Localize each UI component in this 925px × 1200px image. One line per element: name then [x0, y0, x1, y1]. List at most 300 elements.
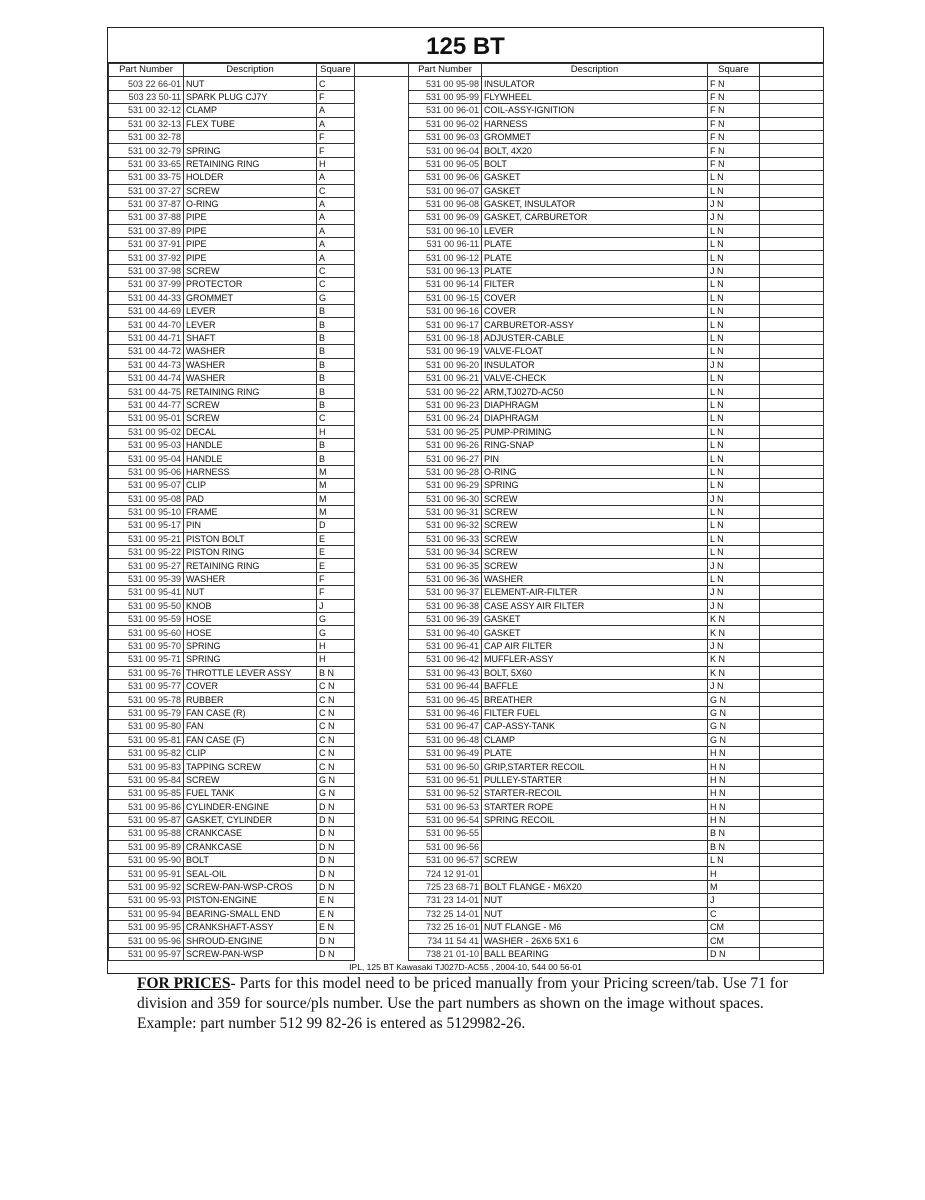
part-number: 531 00 96-45	[409, 693, 482, 706]
part-number: 531 00 95-59	[109, 613, 184, 626]
square: C N	[317, 706, 355, 719]
square: C N	[317, 720, 355, 733]
square: L N	[708, 854, 760, 867]
part-number: 531 00 96-44	[409, 679, 482, 692]
description: FUEL TANK	[184, 787, 317, 800]
part-number: 531 00 95-76	[109, 666, 184, 679]
description: SCREW	[482, 854, 708, 867]
table-row	[109, 358, 824, 371]
square: K N	[708, 613, 760, 626]
description: GROMMET	[482, 130, 708, 143]
square: L N	[708, 291, 760, 304]
column-gap	[355, 693, 409, 706]
part-number: 531 00 37-91	[109, 238, 184, 251]
square: C	[708, 907, 760, 920]
description: ARM,TJ027D-AC50	[482, 385, 708, 398]
part-number: 531 00 95-79	[109, 706, 184, 719]
square: A	[317, 211, 355, 224]
column-gap	[760, 813, 824, 826]
column-gap	[760, 90, 824, 103]
description: ADJUSTER-CABLE	[482, 331, 708, 344]
square: A	[317, 251, 355, 264]
square: H	[708, 867, 760, 880]
square: L N	[708, 318, 760, 331]
column-gap	[760, 291, 824, 304]
square: B N	[317, 666, 355, 679]
description: SCREW	[184, 398, 317, 411]
square: L N	[708, 519, 760, 532]
description: FILTER FUEL	[482, 706, 708, 719]
square: D N	[317, 934, 355, 947]
part-number: 531 00 95-83	[109, 760, 184, 773]
column-gap	[760, 264, 824, 277]
description: FILTER	[482, 278, 708, 291]
description: CLAMP	[184, 104, 317, 117]
description: VALVE-CHECK	[482, 371, 708, 384]
square: B	[317, 345, 355, 358]
description: SCREW	[482, 546, 708, 559]
description: STARTER-RECOIL	[482, 787, 708, 800]
column-gap	[355, 613, 409, 626]
part-number: 531 00 96-54	[409, 813, 482, 826]
table-row	[109, 746, 824, 759]
square: G N	[708, 720, 760, 733]
square: J N	[708, 586, 760, 599]
table-row	[109, 693, 824, 706]
description: PISTON BOLT	[184, 532, 317, 545]
part-number: 531 00 95-82	[109, 746, 184, 759]
pricing-text: - Parts for this model need to be priced manually from your Pricing screen/tab. Use 71 for division and 359 for source/pls number. Use the part numbers as shown on the image without spaces. Example: part number 512 99 82-26 is entered as 5129982-26.	[137, 975, 788, 1032]
column-gap	[355, 264, 409, 277]
part-number: 531 00 96-49	[409, 746, 482, 759]
description: BAFFLE	[482, 679, 708, 692]
table-row	[109, 452, 824, 465]
part-number: 531 00 37-99	[109, 278, 184, 291]
column-gap	[355, 144, 409, 157]
table-row	[109, 934, 824, 947]
description: WASHER	[184, 572, 317, 585]
part-number: 531 00 37-87	[109, 197, 184, 210]
part-number: 531 00 96-28	[409, 465, 482, 478]
square: F	[317, 586, 355, 599]
column-gap	[355, 840, 409, 853]
part-number: 531 00 95-81	[109, 733, 184, 746]
column-gap	[355, 278, 409, 291]
column-gap	[355, 813, 409, 826]
square: E N	[317, 921, 355, 934]
description: RUBBER	[184, 693, 317, 706]
column-gap	[760, 760, 824, 773]
square: H	[317, 653, 355, 666]
part-number: 531 00 44-70	[109, 318, 184, 331]
square: F N	[708, 90, 760, 103]
square: G	[317, 626, 355, 639]
column-gap	[760, 331, 824, 344]
column-gap	[760, 639, 824, 652]
part-number: 531 00 95-04	[109, 452, 184, 465]
part-number: 531 00 96-22	[409, 385, 482, 398]
column-gap	[760, 894, 824, 907]
table-row	[109, 117, 824, 130]
description: GASKET	[482, 613, 708, 626]
description: RETAINING RING	[184, 559, 317, 572]
part-number: 531 00 95-94	[109, 907, 184, 920]
column-gap	[760, 412, 824, 425]
column-gap	[760, 104, 824, 117]
square: F N	[708, 144, 760, 157]
description: SCREW	[184, 184, 317, 197]
description: PAD	[184, 492, 317, 505]
description: SEAL-OIL	[184, 867, 317, 880]
square: F N	[708, 104, 760, 117]
part-number: 531 00 44-77	[109, 398, 184, 411]
description: GASKET	[482, 171, 708, 184]
description: LEVER	[482, 224, 708, 237]
description: FAN CASE (R)	[184, 706, 317, 719]
column-gap	[355, 505, 409, 518]
square: B	[317, 318, 355, 331]
column-gap	[760, 211, 824, 224]
description: PISTON-ENGINE	[184, 894, 317, 907]
part-number: 531 00 96-50	[409, 760, 482, 773]
table-row	[109, 438, 824, 451]
column-gap	[355, 572, 409, 585]
square: D N	[317, 867, 355, 880]
column-gap	[355, 492, 409, 505]
column-gap	[760, 358, 824, 371]
description: DIAPHRAGM	[482, 412, 708, 425]
ipl-note: IPL, 125 BT Kawasaki TJ027D-AC55 , 2004-10, 544 00 56-01	[349, 962, 582, 973]
description: BOLT, 5X60	[482, 666, 708, 679]
description: GROMMET	[184, 291, 317, 304]
table-row	[109, 572, 824, 585]
square: L N	[708, 331, 760, 344]
part-number: 531 00 95-84	[109, 773, 184, 786]
part-number: 531 00 95-22	[109, 546, 184, 559]
column-gap	[760, 733, 824, 746]
description: GASKET, CYLINDER	[184, 813, 317, 826]
part-number: 531 00 95-90	[109, 854, 184, 867]
part-number: 531 00 96-32	[409, 519, 482, 532]
column-gap	[760, 465, 824, 478]
description: INSULATOR	[482, 77, 708, 90]
column-gap	[760, 666, 824, 679]
part-number: 531 00 96-12	[409, 251, 482, 264]
column-gap	[355, 90, 409, 103]
column-gap	[355, 345, 409, 358]
description	[482, 827, 708, 840]
description: TAPPING SCREW	[184, 760, 317, 773]
column-gap	[760, 921, 824, 934]
part-number: 531 00 95-02	[109, 425, 184, 438]
col-header-part-number: Part Number	[109, 64, 184, 77]
square: L N	[708, 546, 760, 559]
square: L N	[708, 224, 760, 237]
square: J	[317, 599, 355, 612]
description: MUFFLER-ASSY	[482, 653, 708, 666]
part-number: 531 00 96-30	[409, 492, 482, 505]
description: RING-SNAP	[482, 438, 708, 451]
column-gap	[760, 64, 824, 77]
column-gap	[355, 934, 409, 947]
column-gap	[355, 171, 409, 184]
table-row	[109, 706, 824, 719]
table-row	[109, 787, 824, 800]
part-number: 531 00 95-08	[109, 492, 184, 505]
column-gap	[355, 425, 409, 438]
description: PLATE	[482, 264, 708, 277]
part-number: 531 00 96-48	[409, 733, 482, 746]
part-number: 531 00 96-39	[409, 613, 482, 626]
part-number: 531 00 44-73	[109, 358, 184, 371]
part-number: 734 11 54 41	[409, 934, 482, 947]
description: PIPE	[184, 251, 317, 264]
column-gap	[355, 385, 409, 398]
part-number: 531 00 96-18	[409, 331, 482, 344]
description: KNOB	[184, 599, 317, 612]
part-number: 531 00 96-10	[409, 224, 482, 237]
table-row	[109, 813, 824, 826]
square: A	[317, 104, 355, 117]
table-row	[109, 278, 824, 291]
square: H N	[708, 760, 760, 773]
square: L N	[708, 398, 760, 411]
column-gap	[355, 130, 409, 143]
part-number: 531 00 96-08	[409, 197, 482, 210]
part-number: 531 00 95-21	[109, 532, 184, 545]
square: D N	[317, 840, 355, 853]
description: BALL BEARING	[482, 947, 708, 960]
column-gap	[760, 626, 824, 639]
part-number: 531 00 96-55	[409, 827, 482, 840]
square: L N	[708, 184, 760, 197]
part-number: 531 00 96-14	[409, 278, 482, 291]
column-gap	[760, 546, 824, 559]
table-row	[109, 921, 824, 934]
column-gap	[355, 291, 409, 304]
square: L N	[708, 479, 760, 492]
part-number: 531 00 95-41	[109, 586, 184, 599]
description	[482, 867, 708, 880]
square: C N	[317, 760, 355, 773]
part-number: 531 00 96-34	[409, 546, 482, 559]
column-gap	[760, 130, 824, 143]
part-number: 531 00 96-19	[409, 345, 482, 358]
description: SPRING	[184, 653, 317, 666]
description: BOLT	[482, 157, 708, 170]
column-gap	[760, 867, 824, 880]
square: L N	[708, 345, 760, 358]
table-row	[109, 532, 824, 545]
part-number: 531 00 44-71	[109, 331, 184, 344]
part-number: 531 00 95-97	[109, 947, 184, 960]
part-number: 531 00 95-88	[109, 827, 184, 840]
part-number: 531 00 44-75	[109, 385, 184, 398]
column-gap	[760, 385, 824, 398]
description: BOLT, 4X20	[482, 144, 708, 157]
part-number: 531 00 44-72	[109, 345, 184, 358]
part-number: 531 00 37-88	[109, 211, 184, 224]
column-gap	[355, 720, 409, 733]
square: F N	[708, 77, 760, 90]
description: NUT	[184, 586, 317, 599]
part-number: 531 00 95-78	[109, 693, 184, 706]
square: F N	[708, 157, 760, 170]
column-gap	[355, 947, 409, 960]
part-number: 531 00 96-20	[409, 358, 482, 371]
square: B	[317, 305, 355, 318]
description: PIN	[184, 519, 317, 532]
description: HANDLE	[184, 438, 317, 451]
description: SHAFT	[184, 331, 317, 344]
description: CRANKCASE	[184, 827, 317, 840]
table-row	[109, 157, 824, 170]
square: M	[317, 505, 355, 518]
square: J N	[708, 639, 760, 652]
description: SCREW	[482, 559, 708, 572]
table-row	[109, 760, 824, 773]
part-number: 531 00 96-17	[409, 318, 482, 331]
column-gap	[760, 171, 824, 184]
description: SCREW	[482, 492, 708, 505]
column-gap	[355, 358, 409, 371]
part-number: 531 00 96-01	[409, 104, 482, 117]
column-gap	[355, 921, 409, 934]
square: L N	[708, 452, 760, 465]
description: FAN	[184, 720, 317, 733]
pricing-instructions	[137, 974, 817, 1034]
square: J N	[708, 197, 760, 210]
column-gap	[355, 398, 409, 411]
description: WASHER	[184, 345, 317, 358]
part-number: 531 00 95-17	[109, 519, 184, 532]
table-row	[109, 894, 824, 907]
part-number: 531 00 96-11	[409, 238, 482, 251]
description: LEVER	[184, 318, 317, 331]
col-header-square: Square	[708, 64, 760, 77]
column-gap	[355, 827, 409, 840]
square: A	[317, 197, 355, 210]
square: H N	[708, 787, 760, 800]
square: G N	[708, 733, 760, 746]
table-row	[109, 371, 824, 384]
square: H N	[708, 773, 760, 786]
column-gap	[760, 238, 824, 251]
table-row	[109, 827, 824, 840]
square: E N	[317, 894, 355, 907]
square: A	[317, 117, 355, 130]
part-number: 531 00 44-33	[109, 291, 184, 304]
description: ELEMENT-AIR-FILTER	[482, 586, 708, 599]
column-gap	[355, 238, 409, 251]
part-number: 531 00 95-96	[109, 934, 184, 947]
table-row	[109, 318, 824, 331]
description: COIL-ASSY-IGNITION	[482, 104, 708, 117]
part-number: 531 00 96-31	[409, 505, 482, 518]
description: SPARK PLUG CJ7Y	[184, 90, 317, 103]
part-number: 531 00 96-33	[409, 532, 482, 545]
table-row	[109, 639, 824, 652]
part-number: 531 00 96-43	[409, 666, 482, 679]
square: L N	[708, 278, 760, 291]
column-gap	[760, 479, 824, 492]
part-number: 503 22 66-01	[109, 77, 184, 90]
square: G	[317, 613, 355, 626]
part-number: 531 00 95-91	[109, 867, 184, 880]
table-row	[109, 666, 824, 679]
part-number: 531 00 95-92	[109, 880, 184, 893]
column-gap	[355, 438, 409, 451]
part-number: 531 00 96-35	[409, 559, 482, 572]
square: K N	[708, 653, 760, 666]
column-gap	[355, 894, 409, 907]
column-gap	[760, 706, 824, 719]
column-gap	[760, 398, 824, 411]
part-number: 531 00 96-53	[409, 800, 482, 813]
part-number: 531 00 95-95	[109, 921, 184, 934]
part-number: 531 00 95-70	[109, 639, 184, 652]
part-number: 531 00 32-79	[109, 144, 184, 157]
square: L N	[708, 171, 760, 184]
column-gap	[355, 465, 409, 478]
column-gap	[355, 331, 409, 344]
column-gap	[760, 251, 824, 264]
table-row	[109, 224, 824, 237]
square: C N	[317, 679, 355, 692]
part-number: 531 00 37-27	[109, 184, 184, 197]
square: B N	[708, 827, 760, 840]
part-number: 531 00 32-13	[109, 117, 184, 130]
table-row	[109, 197, 824, 210]
column-gap	[760, 77, 824, 90]
square: L N	[708, 371, 760, 384]
description: HARNESS	[184, 465, 317, 478]
col-header-description: Description	[482, 64, 708, 77]
description: SPRING RECOIL	[482, 813, 708, 826]
description: NUT FLANGE - M6	[482, 921, 708, 934]
description: HOLDER	[184, 171, 317, 184]
column-gap	[760, 800, 824, 813]
description: WASHER	[184, 358, 317, 371]
description: GASKET	[482, 184, 708, 197]
description: CLIP	[184, 746, 317, 759]
description: NUT	[482, 894, 708, 907]
square: G N	[317, 773, 355, 786]
part-number: 531 00 37-89	[109, 224, 184, 237]
part-number: 531 00 96-36	[409, 572, 482, 585]
square: C	[317, 278, 355, 291]
square: M	[317, 492, 355, 505]
description: GRIP,STARTER RECOIL	[482, 760, 708, 773]
square: A	[317, 224, 355, 237]
column-gap	[355, 626, 409, 639]
description: DIAPHRAGM	[482, 398, 708, 411]
column-gap	[355, 211, 409, 224]
square: L N	[708, 238, 760, 251]
col-header-description: Description	[184, 64, 317, 77]
column-gap	[760, 693, 824, 706]
square: K N	[708, 666, 760, 679]
square: L N	[708, 251, 760, 264]
part-number: 531 00 96-40	[409, 626, 482, 639]
square: B	[317, 331, 355, 344]
column-gap	[355, 679, 409, 692]
square: D N	[317, 947, 355, 960]
square: C N	[317, 693, 355, 706]
description: CAP AIR FILTER	[482, 639, 708, 652]
table-row	[109, 144, 824, 157]
table-row	[109, 345, 824, 358]
